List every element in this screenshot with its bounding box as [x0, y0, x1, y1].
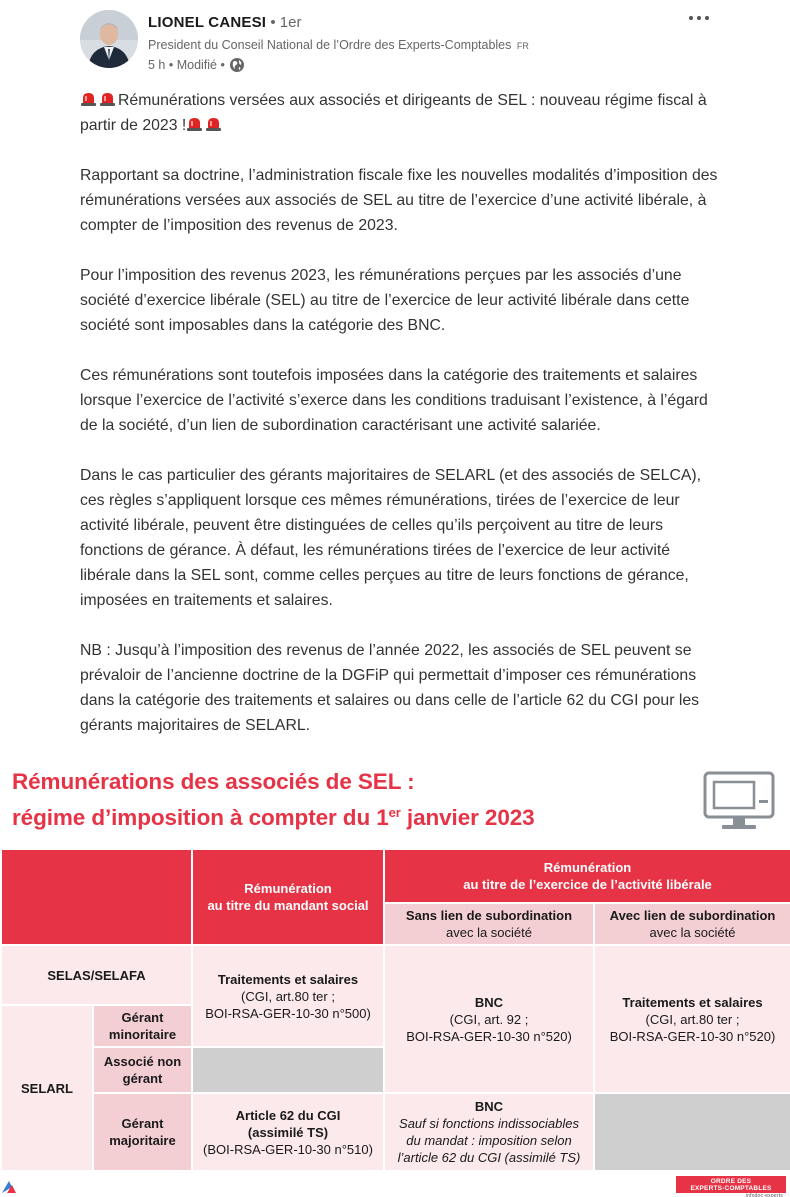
connection-degree: • 1er: [266, 14, 302, 31]
cell-bnc-ref-b: BOI-RSA-GER-10-30 n°520): [406, 1028, 572, 1044]
cell-art62-ref: (BOI-RSA-GER-10-30 n°510): [203, 1141, 373, 1157]
cell-bnc2-it-c: l’article 62 du CGI (assimilé TS): [397, 1150, 581, 1165]
cell-art62-bold-b: (assimilé TS): [247, 1124, 329, 1140]
cell-bnc-ref-a: (CGI, art. 92 ;: [449, 1011, 529, 1027]
post-paragraph: NB : Jusqu’à l’imposition des revenus de l’année 2022, les associés de SEL peuvent se prévaloir de l’ancienne doctrine de la DGFiP qui permettait d’imposer ces rémunérations dans la catégorie des traitements et salaires ou dans celle de l’article 62 du CGI pour les gérants majoritaires de SELARL.: [80, 642, 700, 734]
cell-bnc-bold: BNC: [474, 994, 504, 1010]
header-liberal: [384, 849, 790, 903]
cell-article62: [192, 1093, 384, 1171]
cell-bnc2-bold: BNC: [474, 1099, 504, 1114]
oec-logo: [676, 1176, 786, 1196]
regime-table: [0, 848, 790, 1172]
cell-selas-mandat: [192, 945, 384, 1047]
image-title-sup: er: [388, 805, 401, 820]
more-options-button[interactable]: [682, 8, 716, 28]
row-associe-non-gerant: Associé non gérant: [93, 1047, 192, 1093]
siren-icon: [205, 117, 222, 131]
header-mandat-line1: Rémunération: [244, 881, 332, 896]
cell-art62-bold-a: Article 62 du CGI: [235, 1107, 341, 1123]
post-meta: [148, 57, 245, 73]
more-icon-dot: [697, 16, 701, 20]
image-title-line2-post: janvier 2023: [400, 805, 535, 830]
post-title: Rémunérations versées aux associés et dirigeants de SEL : nouveau régime fiscal à partir de 2023 !: [80, 92, 707, 134]
logo-line1: ORDRE DES: [710, 1178, 752, 1185]
headline-text: President du Conseil National de l’Ordre des Experts-Comptables: [148, 38, 512, 52]
more-icon-dot: [705, 16, 709, 20]
image-title-line1: Rémunérations des associés de SEL :: [12, 769, 415, 794]
cell-bnc2-it-a: Sauf si fonctions indissociables: [399, 1116, 579, 1131]
avatar[interactable]: [80, 10, 138, 68]
globe-icon: [229, 57, 245, 73]
corner-logo-icon: [1, 1180, 17, 1194]
row-gerant-majoritaire: Gérant majoritaire: [93, 1093, 192, 1171]
header-avec-lien-line1: Avec lien de subordination: [609, 908, 776, 923]
row-gerant-minoritaire: Gérant minoritaire: [93, 1005, 192, 1047]
siren-icon: [186, 117, 203, 131]
header-liberal-line2: au titre de l’exercice de l’activité libérale: [463, 877, 712, 892]
header-avec-lien-line2: avec la société: [649, 925, 736, 940]
author-name[interactable]: LIONEL CANESI: [148, 14, 267, 31]
cell-grey-liberal: [594, 1093, 790, 1171]
more-icon: [689, 16, 693, 20]
row-selas: SELAS/SELAFA: [1, 945, 192, 1005]
logo-sub: infodoc-experts: [676, 1193, 786, 1197]
header-mandat-line2: au titre du mandant social: [207, 898, 369, 913]
table-corner: [1, 849, 192, 945]
avatar-portrait: [80, 10, 138, 68]
post-text: [80, 88, 720, 763]
cell-ts2-ref-b: BOI-RSA-GER-10-30 n°520): [609, 1028, 776, 1044]
cell-ts-ref-a: (CGI, art.80 ter ;: [241, 988, 335, 1004]
cell-ts-liberal: [594, 945, 790, 1093]
cell-bnc-majoritaire: [384, 1093, 594, 1171]
header-mandat: [192, 849, 384, 945]
cell-ts2-ref-a: (CGI, art.80 ter ;: [645, 1011, 740, 1027]
header-sans-lien-line2: avec la société: [446, 925, 532, 940]
post-time: 5 h • Modifié •: [148, 58, 225, 72]
image-title-line2-pre: régime d’imposition à compter du 1: [12, 805, 389, 830]
post-title-paragraph: [80, 88, 720, 138]
post-paragraph: Ces rémunérations sont toutefois imposées dans la catégorie des traitements et salaires lorsque l’exercice de l’activité s’exerce dans les conditions traduisant l’existence, à l’égard de la société, d’un lien de subordination caractérisant une activité salariée.: [80, 367, 708, 434]
monitor-icon: [702, 770, 776, 832]
cell-ts-bold: Traitements et salaires: [217, 971, 359, 987]
header-liberal-line1: Rémunération: [543, 860, 632, 875]
logo-line2: EXPERTS-COMPTABLES: [690, 1185, 772, 1192]
siren-icon: [99, 92, 116, 106]
cell-ts-ref-b: BOI-RSA-GER-10-30 n°500): [205, 1005, 371, 1021]
header-sans-lien: [384, 903, 594, 945]
cell-bnc2-it-b: du mandat : imposition selon: [406, 1133, 572, 1148]
header-sans-lien-line1: Sans lien de subordination: [405, 908, 573, 923]
cell-grey-mandat: [192, 1047, 384, 1093]
post-paragraph: Dans le cas particulier des gérants majoritaires de SELARL (et des associés de SELCA), ces règles s’appliquent lorsque ces mêmes rémunérations, tirées de l’exercice de leur activité libérale, peuvent être distinguées de celles qu’ils perçoivent au titre de leurs fonctions de gérance. À défaut, les rémunérations tirées de l’exercice de leur activité libérale dans la SEL sont, comme celles perçues au titre de leurs fonctions de gérance, imposées en traitements et salaires.: [80, 467, 702, 609]
language-badge: FR: [516, 41, 529, 51]
author-line[interactable]: [148, 14, 301, 31]
post-paragraph: Rapportant sa doctrine, l’administration fiscale fixe les nouvelles modalités d’imposition des rémunérations versées aux associés de SEL au titre de l’exercice d’une activité libérale, à compter de l’imposition des revenus de 2023.: [80, 167, 718, 234]
cell-bnc: [384, 945, 594, 1093]
cell-ts2-bold: Traitements et salaires: [622, 994, 763, 1010]
image-title-line2: [12, 797, 535, 833]
post-paragraph: Pour l’imposition des revenus 2023, les rémunérations perçues par les associés d’une société d’exercice libérale (SEL) au titre de l’exercice de leur activité libérale dans cette société sont imposables dans la catégorie des BNC.: [80, 267, 690, 334]
header-avec-lien: [594, 903, 790, 945]
author-headline: [148, 38, 529, 52]
image-title: [12, 766, 535, 833]
siren-icon: [80, 92, 97, 106]
row-selarl: SELARL: [1, 1005, 93, 1171]
